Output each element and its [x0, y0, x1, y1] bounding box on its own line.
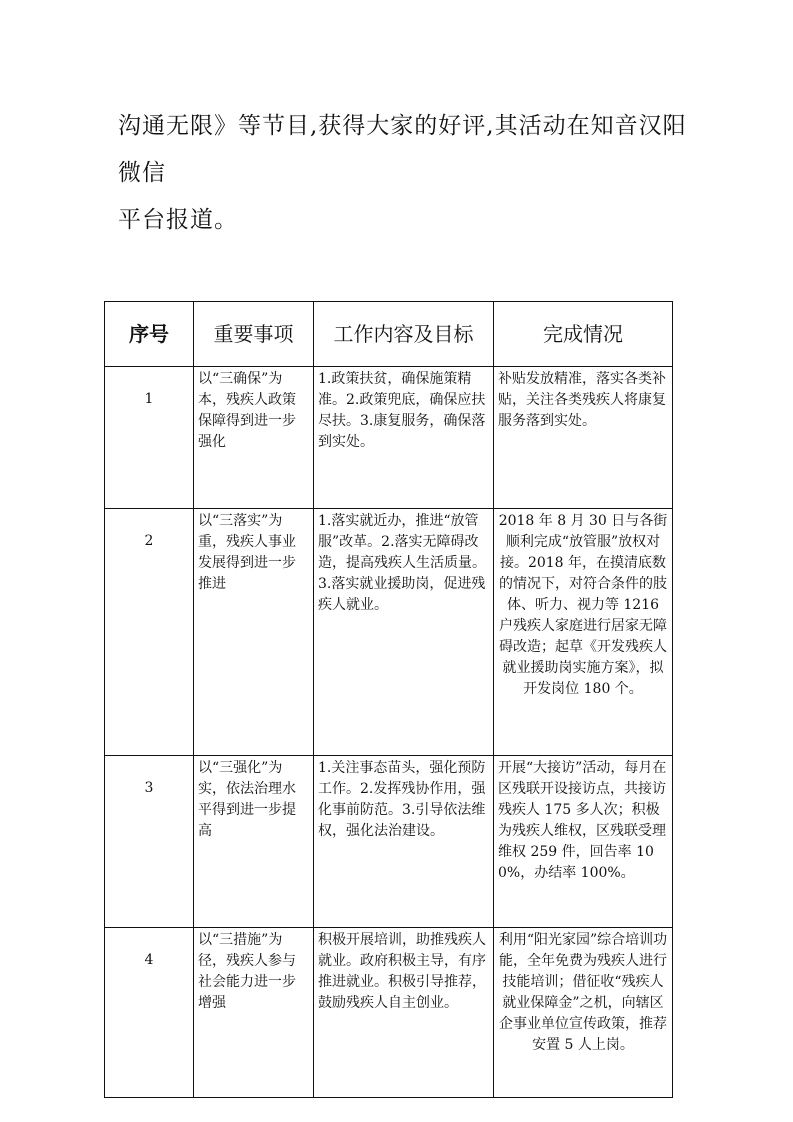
row-index: 4 [105, 928, 194, 1098]
row-status: 2018 年 8 月 30 日与各街顺利完成“放管服”放权对接。2018 年，在摸清底数的情况下，对符合条件的肢体、听力、视力等 1216 户残疾人家庭进行居家无障碍改造；起草《开发残疾人就业援助岗实施方案》，拟开发岗位 180 个。 [494, 509, 673, 756]
intro-line: 平台报道。 [118, 207, 238, 233]
table-row [105, 367, 673, 509]
row-content: 1.落实就近办，推进“放管服”改革。2.落实无障碍改造，提高残疾人生活质量。3.落实就业援助岗，促进残疾人就业。 [314, 509, 494, 756]
table-row [105, 756, 673, 928]
row-index: 2 [105, 509, 194, 756]
work-items-table [104, 301, 673, 1098]
row-item: 以“三落实”为重，残疾人事业发展得到进一步推进 [194, 509, 314, 756]
table-row [105, 928, 673, 1098]
row-content: 1.政策扶贫，确保施策精准。2.政策兜底，确保应扶尽扶。3.康复服务，确保落到实处。 [314, 367, 494, 509]
row-status: 补贴发放精准，落实各类补贴，关注各类残疾人将康复服务落到实处。 [494, 367, 673, 509]
row-content: 积极开展培训，助推残疾人就业。政府积极主导，有序推进就业。积极引导推荐，鼓励残疾人自主创业。 [314, 928, 494, 1098]
table-header-row [105, 302, 673, 367]
intro-paragraph [118, 103, 698, 244]
header-index: 序号 [105, 302, 194, 367]
row-index: 3 [105, 756, 194, 928]
row-item: 以“三措施”为径，残疾人参与社会能力进一步增强 [194, 928, 314, 1098]
intro-line: 沟通无限》等节目,获得大家的好评,其活动在知音汉阳微信 [118, 113, 687, 186]
header-item: 重要事项 [194, 302, 314, 367]
row-index: 1 [105, 367, 194, 509]
row-status: 开展“大接访”活动，每月在区残联开设接访点，共接访残疾人 175 多人次；积极为残疾人维权，区残联受理维权 259 件，回告率 100%，办结率 100%。 [494, 756, 673, 928]
row-item: 以“三强化”为实，依法治理水平得到进一步提高 [194, 756, 314, 928]
table-row [105, 509, 673, 756]
row-status: 利用“阳光家园”综合培训功能，全年免费为残疾人进行技能培训；借征收“残疾人就业保障金”之机，向辖区企事业单位宣传政策，推荐安置 5 人上岗。 [494, 928, 673, 1098]
row-item: 以“三确保”为本，残疾人政策保障得到进一步强化 [194, 367, 314, 509]
row-content: 1.关注事态苗头，强化预防工作。2.发挥残协作用，强化事前防范。3.引导依法维权，强化法治建设。 [314, 756, 494, 928]
header-content: 工作内容及目标 [314, 302, 494, 367]
header-status: 完成情况 [494, 302, 673, 367]
